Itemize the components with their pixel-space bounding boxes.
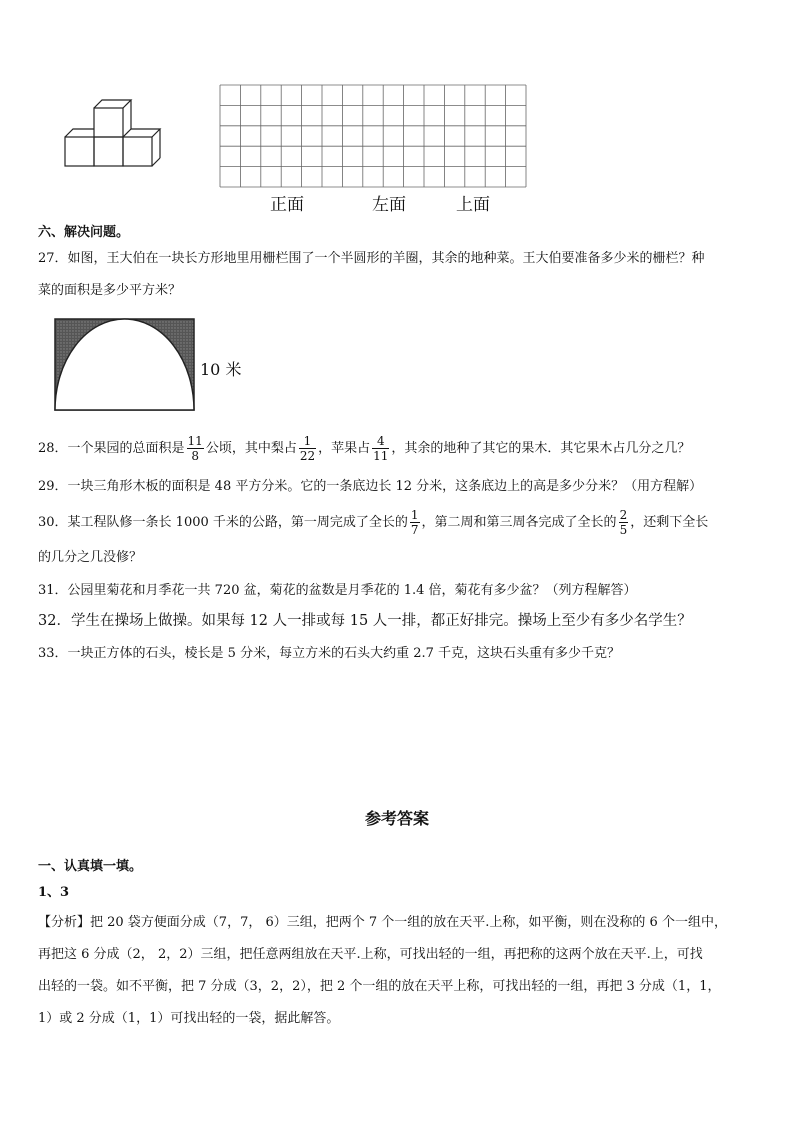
q33-text: 33．一块正方体的石头，棱长是 5 分米，每立方米的石头大约重 2.7 千克，这块石头重有多少千克？ [38, 646, 621, 661]
view-label-top: 上面 [456, 195, 490, 215]
q30-f1-den: 7 [410, 523, 419, 537]
q28-fraction-total [187, 434, 204, 463]
semicircle-pen-figure [54, 318, 196, 412]
cube-stack-figure [62, 98, 168, 170]
q31-text: 31．公园里菊花和月季花一共 720 盆，菊花的盆数是月季花的 1.4 倍，菊花有多少盆？（列方程解答） [38, 583, 637, 598]
q28-f3-den: 11 [373, 449, 389, 463]
view-label-front: 正面 [270, 195, 304, 215]
q28-f1-num: 11 [187, 434, 203, 448]
q30-f1-num: 1 [410, 508, 419, 522]
q27-line1: 27．如图，王大伯在一块长方形地里用栅栏围了一个半圆形的羊圈，其余的地种菜。王大伯要准备多少米的栅栏？种 [38, 251, 705, 266]
drawing-grid [219, 84, 527, 188]
q29-text: 29．一块三角形木板的面积是 48 平方分米。它的一条底边长 12 分米，这条底边上的高是多少分米？（用方程解） [38, 479, 703, 494]
q30-fraction-week23 [619, 508, 629, 537]
answers-item1: 1、3 [38, 885, 70, 900]
q30-prefix: 30．某工程队修一条长 1000 千米的公路，第一周完成了全长的 [38, 515, 408, 530]
answers-analysis [38, 907, 758, 1035]
q28-prefix: 28．一个果园的总面积是 [38, 441, 185, 456]
q28-mid2: ，苹果占 [318, 441, 371, 456]
q30-line1 [38, 508, 708, 538]
q28-fraction-pear [299, 434, 316, 463]
analysis-line-3: 出轻的一袋。如不平衡，把 7 分成（3，2，2），把 2 个一组的放在天平上称，可找出轻的一组，再把 3 分成（1，1， [38, 979, 721, 994]
view-label-left: 左面 [372, 195, 406, 215]
answers-section1: 一、认真填一填。 [38, 859, 143, 874]
analysis-line-4: 1）或 2 分成（1，1）可找出轻的一袋，据此解答。 [38, 1011, 340, 1026]
analysis-line-2: 再把这 6 分成（2， 2，2）三组，把任意两组放在天平.上称，可找出轻的一组，再把称的这两个放在天平.上，可找 [38, 947, 703, 962]
q30-suffix: ，还剩下全长 [630, 515, 709, 530]
q28-f1-den: 8 [191, 449, 199, 463]
q30-mid: ，第二周和第三周各完成了全长的 [421, 515, 617, 530]
analysis-line-1: 【分析】把 20 袋方便面分成（7，7， 6）三组，把两个 7 个一组的放在天平.上称，如平衡，则在没称的 6 个一组中， [38, 915, 727, 930]
q30-line2: 的几分之几没修？ [38, 550, 143, 565]
q28-suffix: ，其余的地种了其它的果木．其它果木占几分之几？ [391, 441, 691, 456]
q27-dimension-label: 10 米 [200, 360, 242, 379]
q28-f2-num: 1 [299, 434, 316, 449]
q30-f2-den: 5 [619, 523, 628, 537]
q28-mid1: 公顷，其中梨占 [205, 441, 297, 456]
section-six-heading: 六、解决问题。 [38, 225, 130, 240]
q28-f2-den: 22 [299, 449, 316, 463]
answers-title: 参考答案 [364, 809, 429, 828]
q30-f2-num: 2 [619, 508, 628, 522]
q30-fraction-week1 [410, 508, 420, 537]
q28-f3-num: 4 [372, 434, 389, 449]
q28-fraction-apple [372, 434, 389, 463]
q28-line [38, 434, 690, 464]
q32-text: 32．学生在操场上做操。如果每 12 人一排或每 15 人一排，都正好排完。操场上至少有多少名学生？ [38, 613, 692, 629]
q27-line2: 菜的面积是多少平方米？ [38, 283, 182, 298]
